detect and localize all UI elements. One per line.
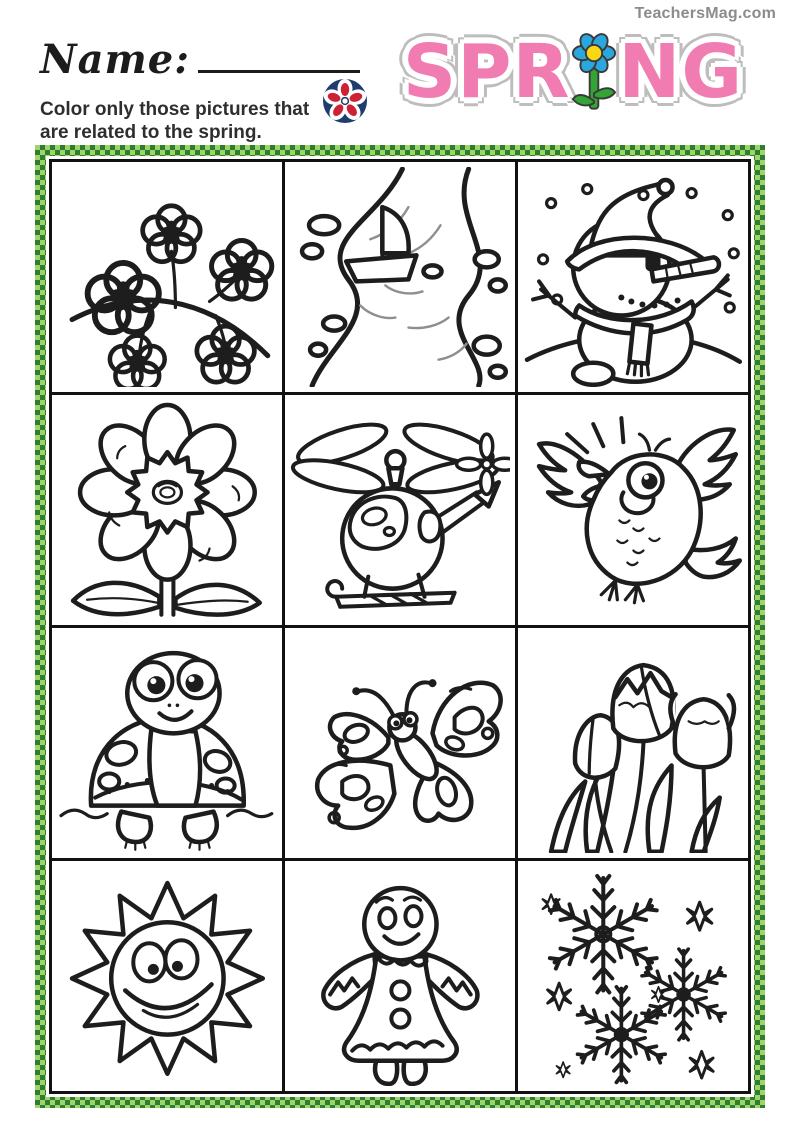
cell-tulips <box>518 628 748 858</box>
bird-drawing <box>523 400 744 621</box>
cell-flower <box>52 395 282 625</box>
spring-logo <box>378 22 768 132</box>
cell-snowman <box>518 162 748 392</box>
cell-butterfly <box>285 628 515 858</box>
cell-river-boat <box>285 162 515 392</box>
butterfly-drawing <box>290 633 511 854</box>
turtle-drawing <box>57 633 278 854</box>
gingerbread-drawing <box>290 866 511 1087</box>
snowflakes-drawing <box>523 866 744 1087</box>
blossom-branch-drawing <box>57 167 278 388</box>
cell-gingerbread <box>285 861 515 1091</box>
cell-bird <box>518 395 748 625</box>
cell-turtle <box>52 628 282 858</box>
instruction-line-2: are related to the spring. <box>40 122 262 144</box>
picture-grid <box>49 159 751 1094</box>
snowman-drawing <box>523 167 744 388</box>
flower-drawing <box>57 400 278 621</box>
cell-blossom-branch <box>52 162 282 392</box>
helicopter-drawing <box>290 400 511 621</box>
name-blank-line <box>198 36 360 73</box>
flower-badge-icon <box>322 78 368 124</box>
decorative-green-border <box>35 145 765 1108</box>
logo-text-spr: SPR <box>402 29 571 115</box>
river-boat-drawing <box>290 167 511 388</box>
logo-text-ng: NG <box>618 29 744 115</box>
site-name: TeachersMag.com <box>634 5 776 22</box>
cell-helicopter <box>285 395 515 625</box>
cell-sun <box>52 861 282 1091</box>
logo-flower-i-icon <box>571 30 617 126</box>
tulips-drawing <box>523 633 744 854</box>
sun-drawing <box>57 866 278 1087</box>
cell-snowflakes <box>518 861 748 1091</box>
name-label: Name: <box>40 36 191 83</box>
instructions <box>40 98 330 144</box>
instruction-line-1: Color only those pictures that <box>40 99 310 120</box>
name-row <box>40 36 360 83</box>
